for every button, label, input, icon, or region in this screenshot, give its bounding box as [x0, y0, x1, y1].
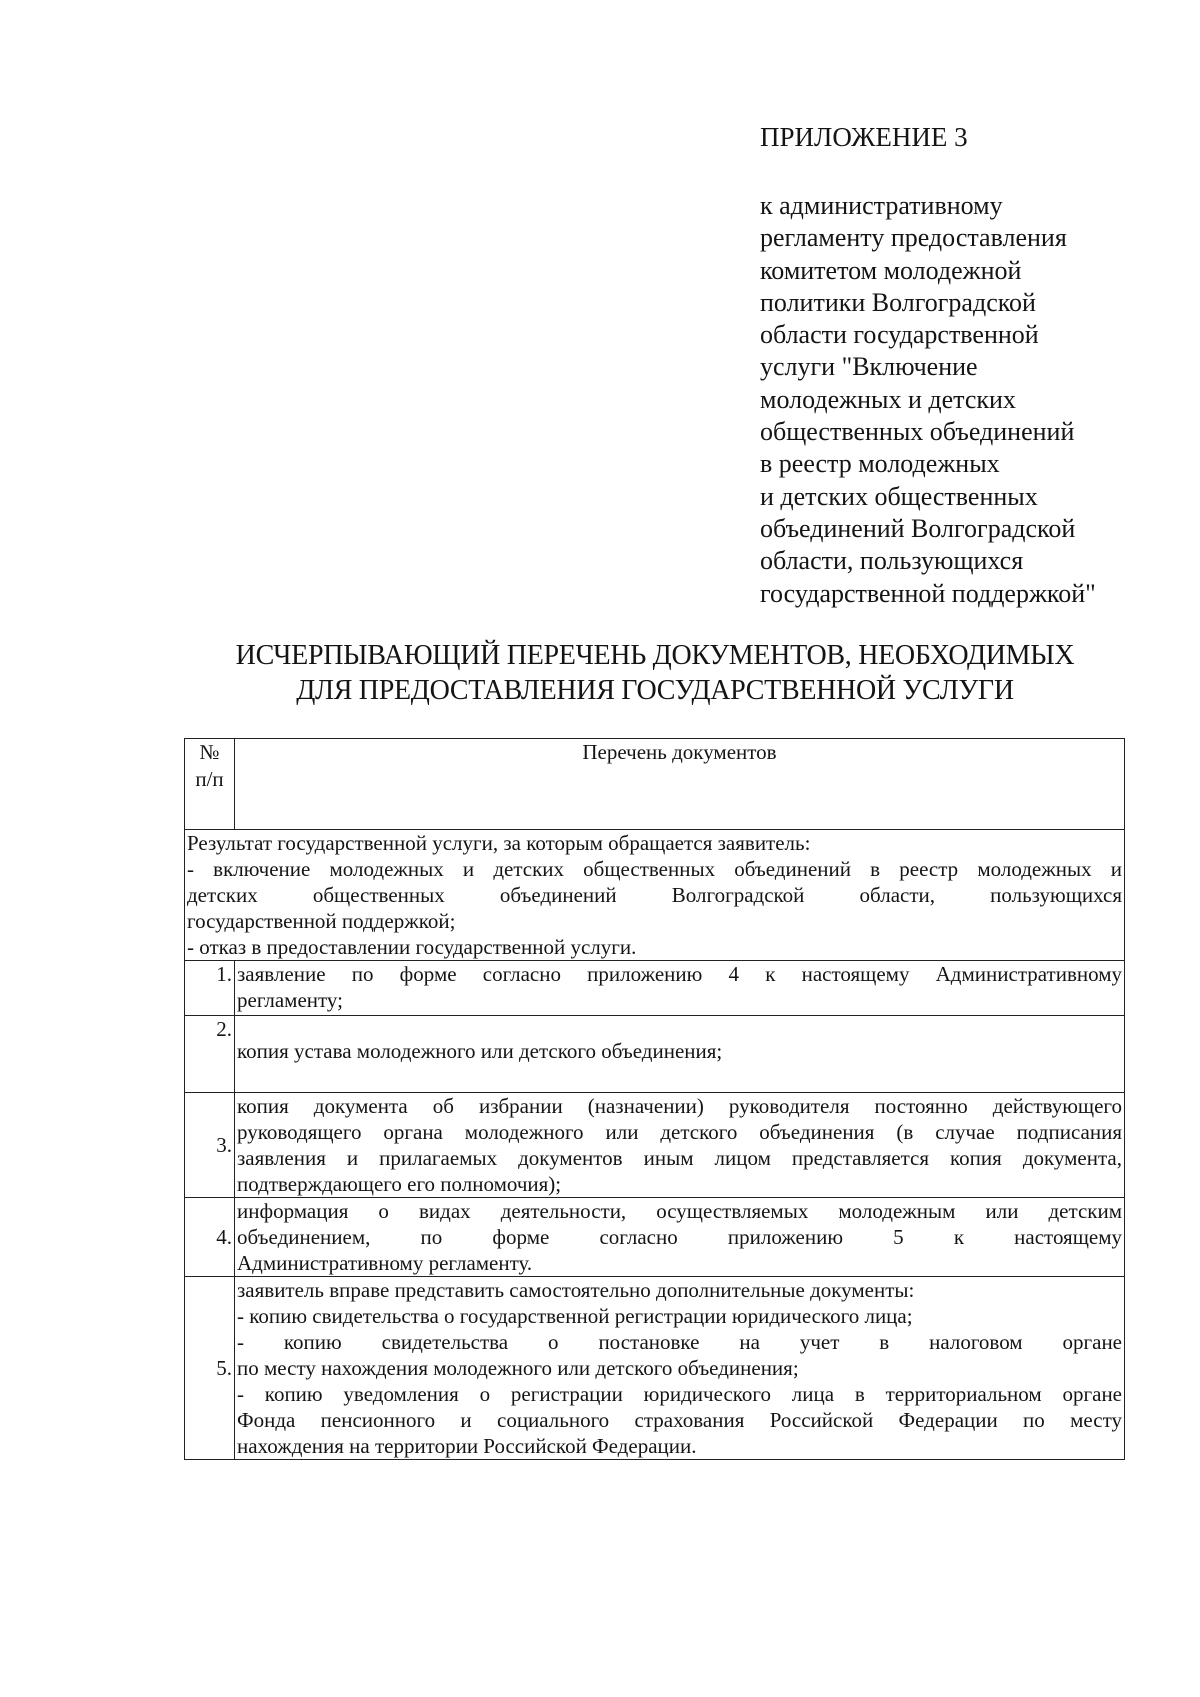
- annex-block: [760, 120, 1180, 610]
- row-text: [235, 1093, 1125, 1198]
- document-title-line: ДЛЯ ПРЕДОСТАВЛЕНИЯ ГОСУДАРСТВЕННОЙ УСЛУГИ: [296, 675, 1014, 706]
- table-row: [185, 1277, 1125, 1460]
- annex-line: и детских общественных: [760, 481, 1038, 511]
- annex-line: молодежных и детских: [760, 384, 1016, 414]
- annex-text: [760, 190, 1180, 610]
- row-number: 1.: [185, 961, 235, 1016]
- annex-line: объединений Волгоградской: [760, 513, 1076, 543]
- table-row: [185, 1198, 1125, 1277]
- result-line: Результат государственной услуги, за которым обращается заявитель:: [187, 831, 811, 855]
- row-line: по месту нахождения молодежного или детского объединения;: [237, 1356, 799, 1380]
- result-line: - отказ в предоставлении государственной услуги.: [187, 935, 637, 959]
- documents-table: [184, 738, 1125, 1460]
- table-row: [185, 961, 1125, 1016]
- annex-line: комитетом молодежной: [760, 255, 1022, 285]
- document-title: [100, 638, 1200, 708]
- number-sign: №: [199, 740, 220, 764]
- number-abbrev: п/п: [195, 767, 224, 791]
- column-header-documents: Перечень документов: [235, 739, 1125, 830]
- result-line: - включение молодежных и детских общественных объединений в реестр молодежных и: [187, 857, 1122, 881]
- row-line: нахождения на территории Российской Федерации.: [237, 1434, 697, 1458]
- row-text: [235, 1277, 1125, 1460]
- annex-line: области, пользующихся: [760, 546, 1024, 576]
- service-result-cell: [185, 830, 1125, 961]
- row-text: [235, 961, 1125, 1016]
- annex-line: к административному: [760, 191, 1003, 220]
- annex-line: в реестр молодежных: [760, 449, 1000, 479]
- row-line: - копию свидетельства о государственной регистрации юридического лица;: [237, 1304, 913, 1328]
- table-row: [185, 1093, 1125, 1198]
- annex-line: политики Волгоградской: [760, 287, 1036, 317]
- annex-line: государственной поддержкой": [760, 578, 1096, 608]
- row-line: Административному регламенту.: [237, 1251, 533, 1275]
- result-line: государственной поддержкой;: [187, 909, 456, 933]
- row-text: [235, 1198, 1125, 1277]
- annex-label: ПРИЛОЖЕНИЕ 3: [760, 122, 968, 152]
- row-number: 5.: [185, 1277, 235, 1460]
- result-line: детских общественных объединений Волгоградской области, пользующихся: [187, 883, 1122, 907]
- row-line: Фонда пенсионного и социального страхования Российской Федерации по месту: [237, 1408, 1122, 1432]
- row-line: объединением, по форме согласно приложению 5 к настоящему: [237, 1225, 1122, 1249]
- row-line: информация о видах деятельности, осуществляемых молодежным или детским: [237, 1199, 1122, 1223]
- document-title-line: ИСЧЕРПЫВАЮЩИЙ ПЕРЕЧЕНЬ ДОКУМЕНТОВ, НЕОБХОДИМЫХ: [235, 640, 1075, 671]
- row-line: заявление по форме согласно приложению 4 к настоящему Административному: [237, 962, 1122, 986]
- row-line: - копию свидетельства о постановке на учет в налоговом органе: [237, 1330, 1122, 1354]
- row-number: 3.: [185, 1093, 235, 1198]
- row-line: руководящего органа молодежного или детского объединения (в случае подписания: [237, 1120, 1122, 1144]
- row-line: - копию уведомления о регистрации юридического лица в территориальном органе: [237, 1382, 1122, 1406]
- row-line: копия документа об избрании (назначении) руководителя постоянно действующего: [237, 1094, 1122, 1118]
- row-line: заявитель вправе представить самостоятельно дополнительные документы:: [237, 1278, 915, 1302]
- table-row: [185, 1016, 1125, 1093]
- annex-line: регламенту предоставления: [760, 223, 1067, 253]
- row-line: заявления и прилагаемых документов иным лицом представляется копия документа,: [237, 1146, 1122, 1170]
- annex-line: области государственной: [760, 320, 1039, 350]
- result-row: [185, 830, 1125, 961]
- row-line: копия устава молодежного или детского объединения;: [237, 1039, 723, 1063]
- row-line: регламенту;: [237, 988, 343, 1012]
- annex-line: общественных объединений: [760, 417, 1075, 447]
- annex-line: услуги "Включение: [760, 352, 978, 382]
- table-header-row: [185, 739, 1125, 830]
- row-number: 2.: [185, 1016, 235, 1093]
- row-text: [235, 1016, 1125, 1093]
- row-line: подтверждающего его полномочия);: [237, 1172, 562, 1196]
- row-number: 4.: [185, 1198, 235, 1277]
- column-header-number: [185, 739, 235, 830]
